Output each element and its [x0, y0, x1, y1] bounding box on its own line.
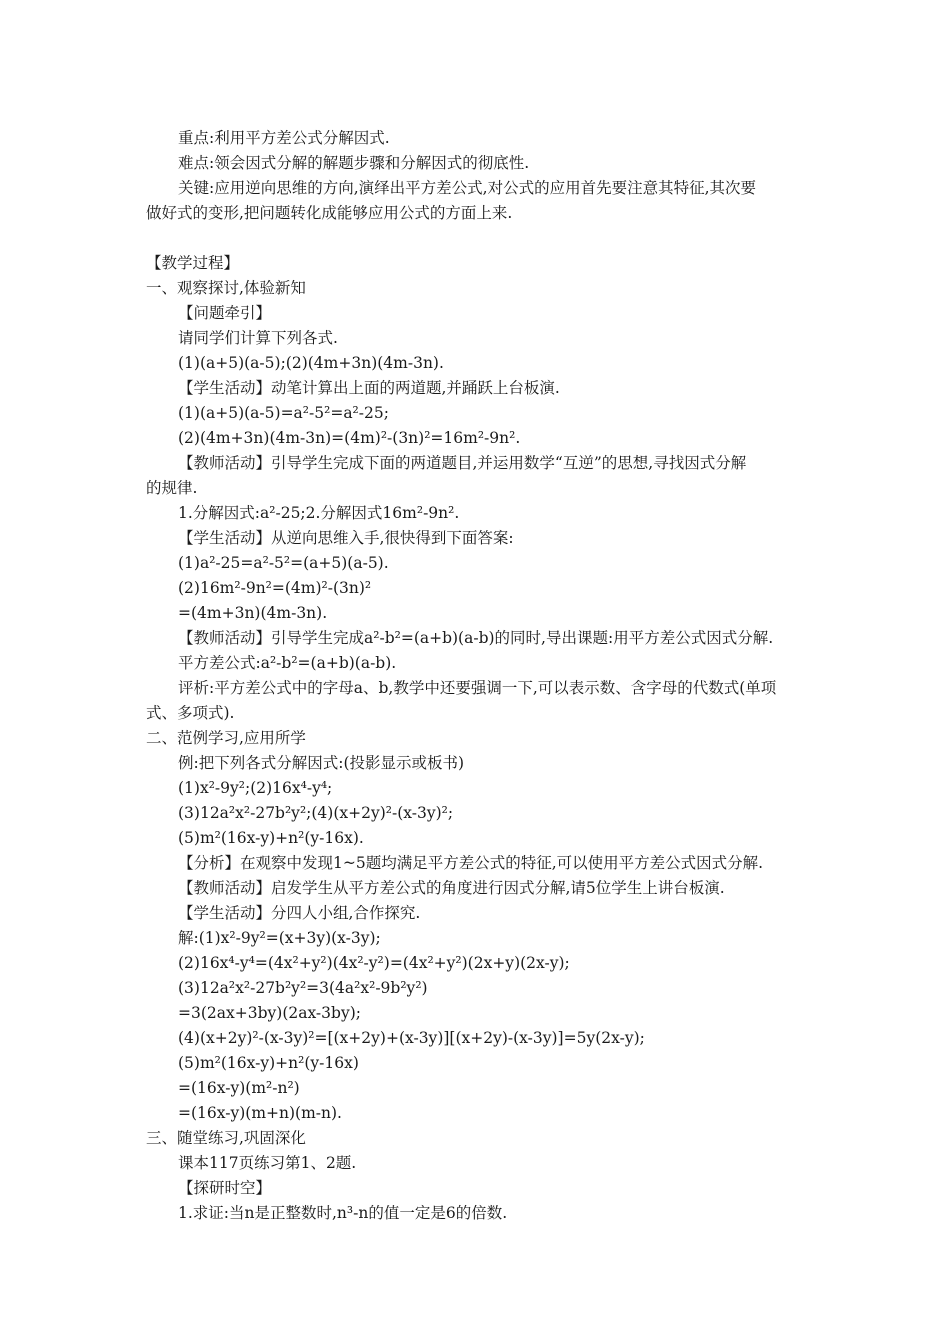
- key-point-line: 重点:利用平方差公式分解因式.: [178, 129, 390, 147]
- formula-line: 平方差公式:a²-b²=(a+b)(a-b).: [178, 654, 397, 672]
- text-line: 【分析】在观察中发现1~5题均满足平方差公式的特征,可以使用平方差公式因式分解.: [178, 854, 764, 872]
- text-line: 式、多项式).: [146, 704, 235, 722]
- formula-line: (3)12a²x²-27b²y²;(4)(x+2y)²-(x-3y)²;: [178, 804, 454, 822]
- formula-line: =(16x-y)(m²-n²): [178, 1079, 300, 1097]
- text-line: 【问题牵引】: [178, 304, 272, 322]
- formula-line: (2)16m²-9n²=(4m)²-(3n)²: [178, 579, 372, 597]
- section-heading-process: 【教学过程】: [146, 254, 240, 272]
- formula-line: (1)x²-9y²;(2)16x⁴-y⁴;: [178, 779, 333, 797]
- formula-line: (3)12a²x²-27b²y²=3(4a²x²-9b²y²): [178, 979, 428, 997]
- formula-line: (5)m²(16x-y)+n²(y-16x).: [178, 829, 364, 847]
- formula-line: (1)a²-25=a²-5²=(a+5)(a-5).: [178, 554, 389, 572]
- text-line: 【学生活动】从逆向思维入手,很快得到下面答案:: [178, 529, 514, 547]
- text-line: 1.求证:当n是正整数时,n³-n的值一定是6的倍数.: [178, 1204, 508, 1222]
- text-line: 课本117页练习第1、2题.: [178, 1154, 357, 1172]
- formula-line: (4)(x+2y)²-(x-3y)²=[(x+2y)+(x-3y)][(x+2y)-(x-3y)]=5y(2x-y);: [178, 1029, 645, 1047]
- text-line: 评析:平方差公式中的字母a、b,教学中还要强调一下,可以表示数、含字母的代数式(单项: [178, 679, 777, 697]
- formula-line: (2)(4m+3n)(4m-3n)=(4m)²-(3n)²=16m²-9n².: [178, 429, 521, 447]
- formula-line: (1)(a+5)(a-5);(2)(4m+3n)(4m-3n).: [178, 354, 444, 372]
- formula-line: =(16x-y)(m+n)(m-n).: [178, 1104, 342, 1122]
- section-heading-2: 二、范例学习,应用所学: [146, 729, 306, 747]
- text-line: 【教师活动】引导学生完成下面的两道题目,并运用数学“互逆”的思想,寻找因式分解: [178, 454, 747, 472]
- section-heading-1: 一、观察探讨,体验新知: [146, 279, 306, 297]
- text-line: 例:把下列各式分解因式:(投影显示或板书): [178, 754, 465, 772]
- formula-line: 解:(1)x²-9y²=(x+3y)(x-3y);: [178, 929, 381, 947]
- text-line: 【教师活动】引导学生完成a²-b²=(a+b)(a-b)的同时,导出课题:用平方差公式因式分解.: [178, 629, 774, 647]
- text-line: 【学生活动】动笔计算出上面的两道题,并踊跃上台板演.: [178, 379, 560, 397]
- formula-line: (5)m²(16x-y)+n²(y-16x): [178, 1054, 359, 1072]
- formula-line: (1)(a+5)(a-5)=a²-5²=a²-25;: [178, 404, 389, 422]
- difficulty-line: 难点:领会因式分解的解题步骤和分解因式的彻底性.: [178, 154, 530, 172]
- text-line: 【学生活动】分四人小组,合作探究.: [178, 904, 421, 922]
- formula-line: 1.分解因式:a²-25;2.分解因式16m²-9n².: [178, 504, 460, 522]
- text-line: 【教师活动】启发学生从平方差公式的角度进行因式分解,请5位学生上讲台板演.: [178, 879, 725, 897]
- key-line-cont: 做好式的变形,把问题转化成能够应用公式的方面上来.: [146, 204, 513, 222]
- text-line: 的规律.: [146, 479, 198, 497]
- section-heading-3: 三、随堂练习,巩固深化: [146, 1129, 306, 1147]
- formula-line: =3(2ax+3by)(2ax-3by);: [178, 1004, 361, 1022]
- formula-line: (2)16x⁴-y⁴=(4x²+y²)(4x²-y²)=(4x²+y²)(2x+y)(2x-y);: [178, 954, 570, 972]
- text-line: 【探研时空】: [178, 1179, 272, 1197]
- key-line: 关键:应用逆向思维的方向,演绎出平方差公式,对公式的应用首先要注意其特征,其次要: [178, 179, 757, 197]
- text-line: 请同学们计算下列各式.: [178, 329, 338, 347]
- formula-line: =(4m+3n)(4m-3n).: [178, 604, 328, 622]
